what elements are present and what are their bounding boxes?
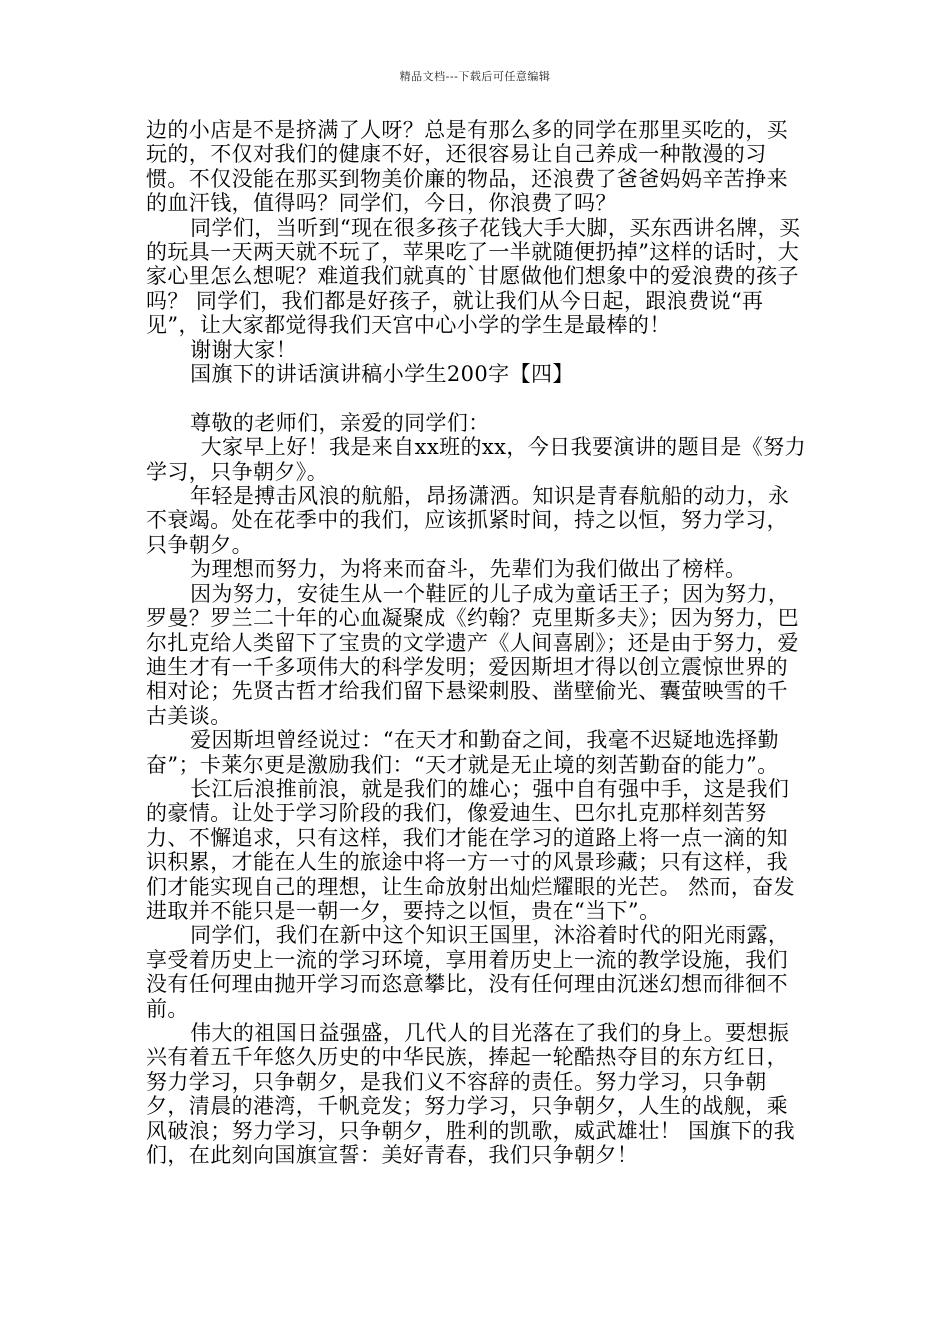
paragraph: 长江后浪推前浪，就是我们的雄心；强中自有强中手，这是我们的豪情。让处于学习阶段的我们，像爱迪生、巴尔扎克那样刻苦努力、不懈追求，只有这样，我们才能在学习的道路上将一点一滴的知识积累，才能在人生的旅途中将一方一寸的风景珍藏；只有这样，我们才能实现自己的理想，让生命放射出灿烂耀眼的光芒。 然而，奋发进取并不能只是一朝一夕，要持之以恒，贵在“当下”。 [146,776,796,923]
paragraph: 为理想而努力，为将来而奋斗，先辈们为我们做出了榜样。 [190,557,747,582]
paragraph-continued: 边的小店是不是挤满了人呀？总是有那么多的同学在那里买吃的，买玩的，不仅对我们的健康不好，还很容易让自己养成一种散漫的习惯。不仅没能在那买到物美价廉的物品，还浪费了爸爸妈妈辛苦挣来的血汗钱，值得吗？同学们，今日，你浪费了吗？ [146,118,788,216]
section-title: 国旗下的讲话演讲稿小学生200字【四】 [190,362,574,387]
page-header: 精品文档---下载后可任意编辑 [399,70,551,83]
blank-line [146,386,806,410]
document-body [146,118,806,1167]
paragraph: 因为努力，安徒生从一个鞋匠的儿子成为童话王子；因为努力，罗曼？罗兰二十年的心血凝聚成《约翰？克里斯多夫》；因为努力，巴尔扎克给人类留下了宝贵的文学遗产《人间喜剧》；还是由于努力，爱迪生才有一千多项伟大的科学发明；爱因斯坦才得以创立震惊世界的相对论；先贤古哲才给我们留下悬梁刺股、凿壁偷光、囊萤映雪的千古美谈。 [146,581,799,728]
paragraph: 爱因斯坦曾经说过：“在天才和勤奋之间，我毫不迟疑地选择勤奋”；卡莱尔更是激励我们：“天才就是无止境的刻苦勤奋的能力”。 [146,728,780,777]
salutation: 尊敬的老师们，亲爱的同学们： [190,410,490,435]
paragraph: 同学们，我们在新中这个知识王国里，沐浴着时代的阳光雨露，享受着历史上一流的学习环境，享用着历史上一流的教学设施，我们没有任何理由抛开学习而恣意攀比，没有任何理由沉迷幻想而徘徊不前。 [146,923,790,1021]
thanks-line: 谢谢大家！ [190,337,298,362]
paragraph: 年轻是搏击风浪的航船，昂扬潇洒。知识是青春航船的动力，永不衰竭。处在花季中的我们，应该抓紧时间，持之以恒，努力学习，只争朝夕。 [146,484,790,557]
paragraph: 同学们，当听到“现在很多孩子花钱大手大脚，买东西讲名牌，买的玩具一天两天就不玩了，苹果吃了一半就随便扔掉”这样的话时，大家心里怎么想呢？难道我们就真的`甘愿做他们想象中的爱浪费的孩子吗？ 同学们，我们都是好孩子，就让我们从今日起，跟浪费说“再见”，让大家都觉得我们天宫中心小学的学生是最棒的！ [146,215,801,338]
paragraph: 大家早上好！我是来自xx班的xx，今日我要演讲的题目是《努力学习，只争朝夕》。 [146,435,806,484]
paragraph: 伟大的祖国日益强盛，几代人的目光落在了我们的身上。要想振兴有着五千年悠久历史的中华民族，捧起一轮酷热夺目的东方红日，努力学习，只争朝夕，是我们义不容辞的责任。努力学习，只争朝夕，清晨的港湾，千帆竞发；努力学习，只争朝夕，人生的战舰，乘风破浪；努力学习，只争朝夕，胜利的凯歌，威武雄壮！ 国旗下的我们，在此刻向国旗宣誓：美好青春，我们只争朝夕！ [146,1021,796,1168]
